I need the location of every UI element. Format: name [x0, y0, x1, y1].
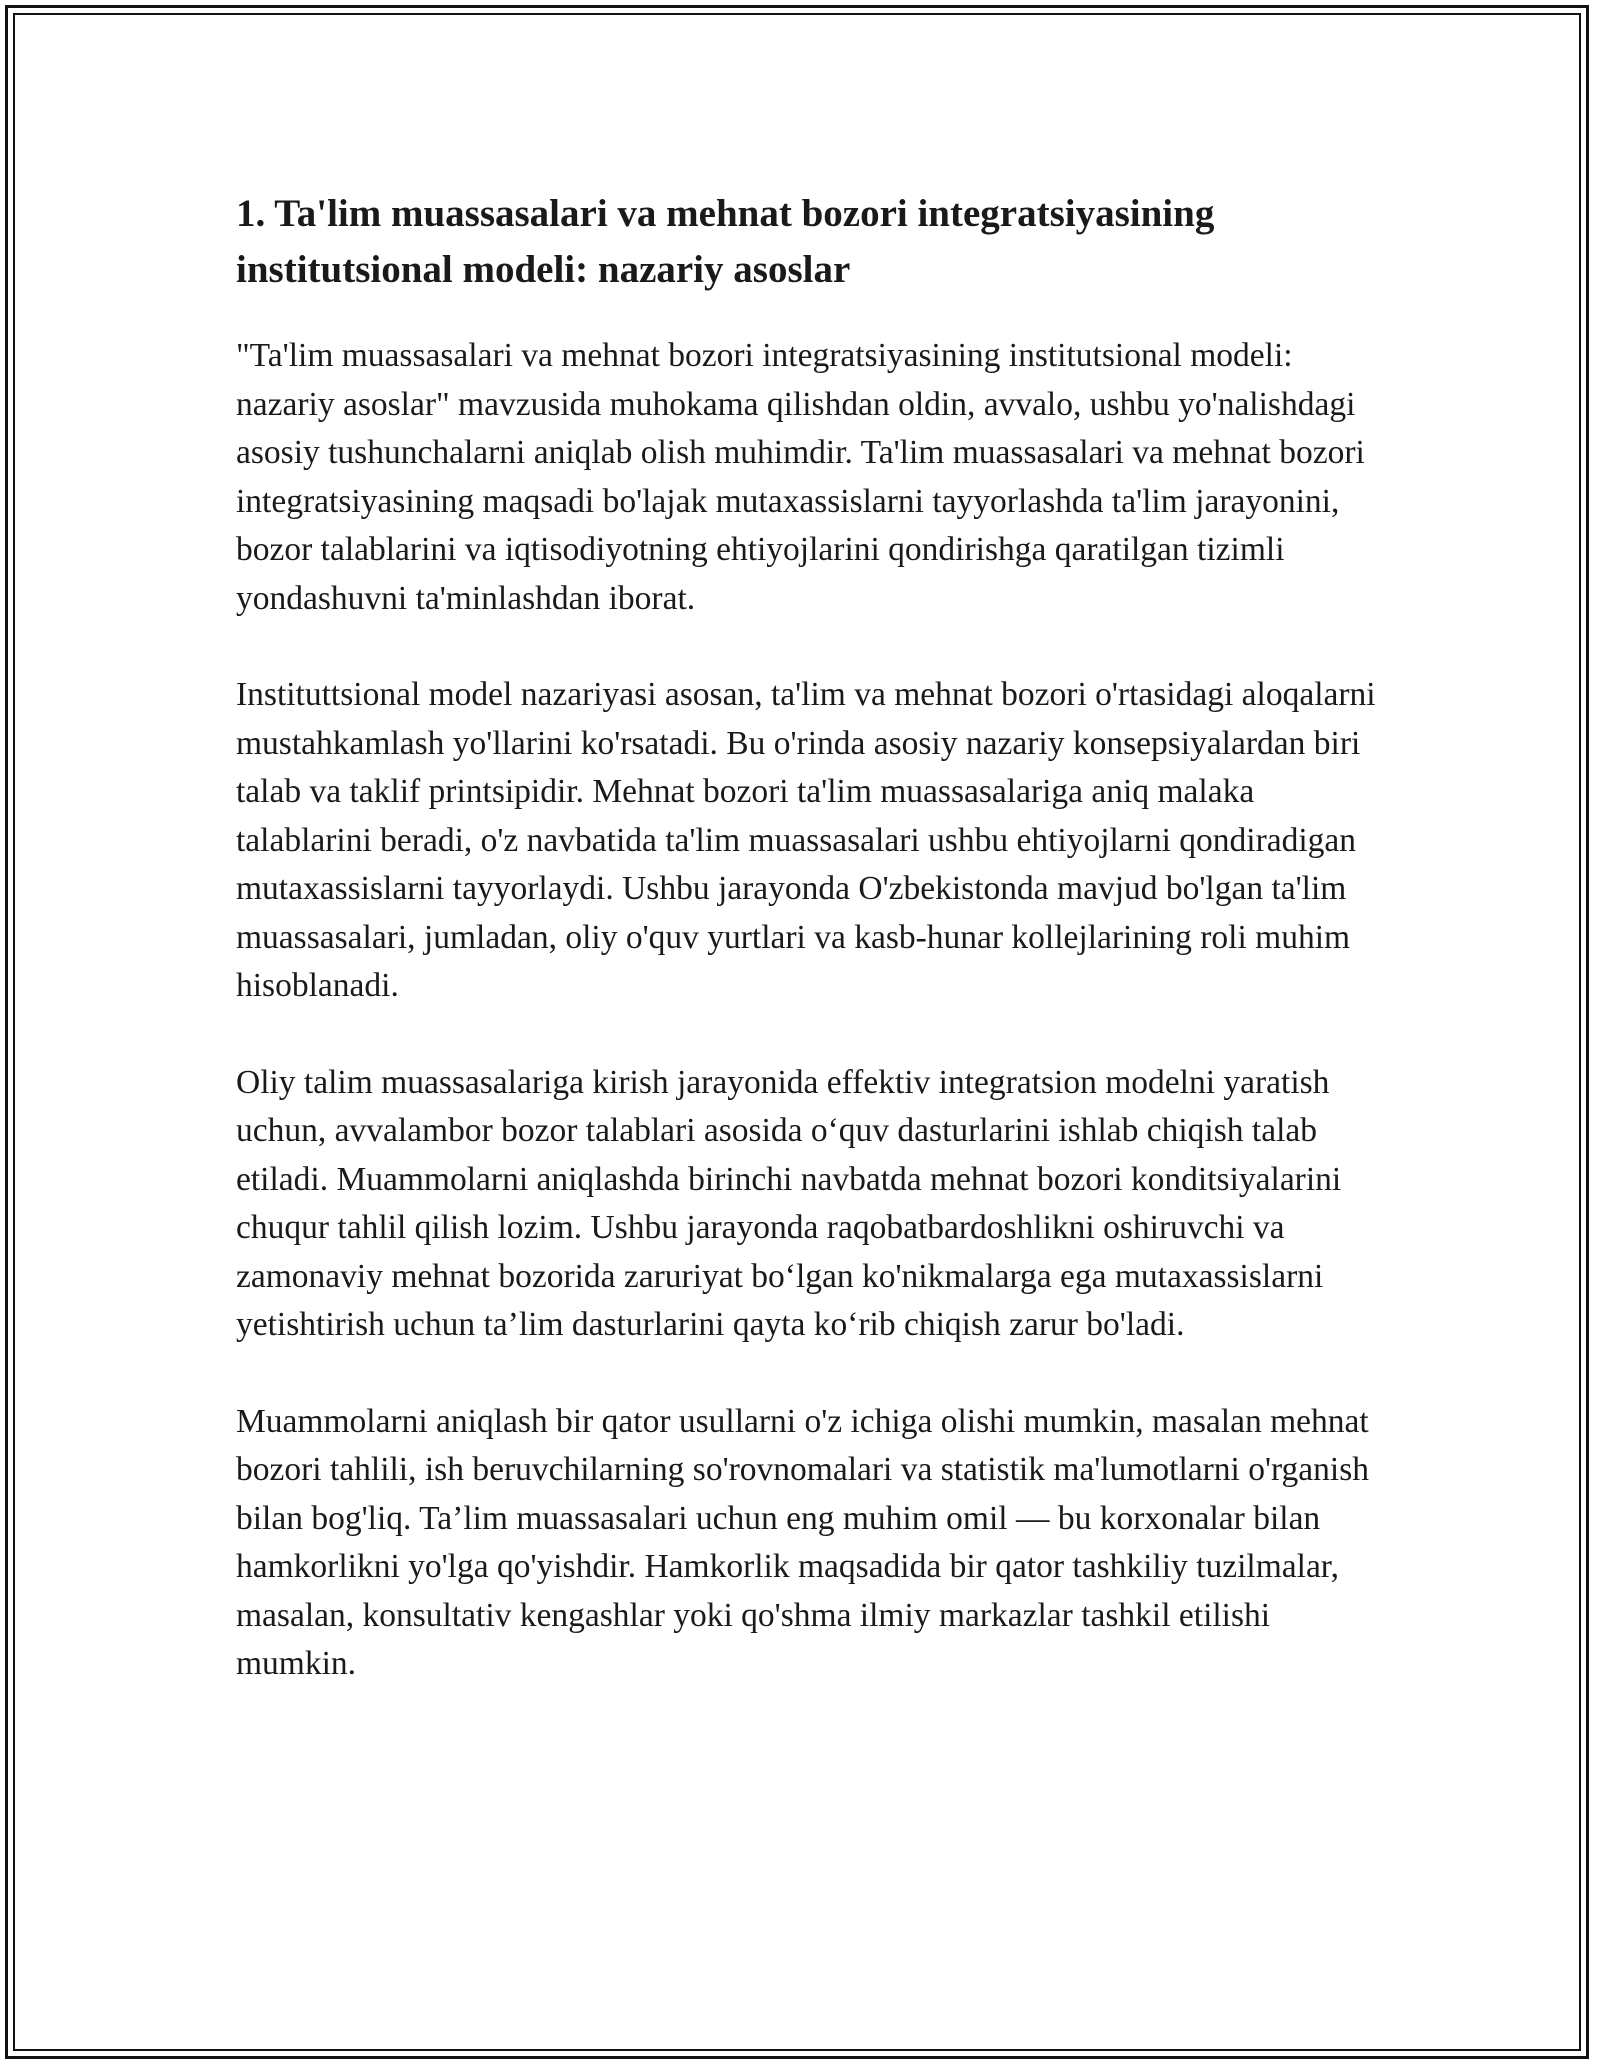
section-heading: 1. Ta'lim muassasalari va mehnat bozori integratsiyasining institutsional modeli: nazariy asoslar	[236, 192, 1215, 291]
paragraph-1: "Ta'lim muassasalari va mehnat bozori integratsiyasining institutsional modeli: nazariy asoslar" mavzusida muhokama qilishdan oldin, avvalo, ushbu yo'nalishdagi asosiy tushunchalarni aniqlab olish muhimdir. Ta'lim muassasalari va mehnat bozori integratsiyasining maqsadi bo'lajak mutaxassislarni tayyorlashda ta'lim jarayonini, bozor talablarini va iqtisodiyotning ehtiyojlarini qondirishga qaratilgan tizimli yondashuvni ta'minlashdan iborat.	[236, 337, 1365, 617]
paragraph-4: Muammolarni aniqlash bir qator usullarni o'z ichiga olishi mumkin, masalan mehnat bozori tahlili, ish beruvchilarning so'rovnomalari va statistik ma'lumotlarni o'rganish bilan bog'liq. Ta’lim muassasalari uchun eng muhim omil — bu korxonalar bilan hamkorlikni yo'lga qo'yishdir. Hamkorlik maqsadida bir qator tashkiliy tuzilmalar, masalan, konsultativ kengashlar yoki qo'shma ilmiy markazlar tashkil etilishi mumkin.	[236, 1402, 1370, 1682]
paragraph-3: Oliy talim muassasalariga kirish jarayonida effektiv integratsion modelni yaratish uchun, avvalambor bozor talablari asosida o‘quv dasturlarini ishlab chiqish talab etiladi. Muammolarni aniqlashda birinchi navbatda mehnat bozori konditsiyalarini chuqur tahlil qilish lozim. Ushbu jarayonda raqobatbardoshlikni oshiruvchi va zamonaviy mehnat bozorida zaruriyat bo‘lgan ko'nikmalarga ega mutaxassislarni yetishtirish uchun ta’lim dasturlarini qayta ko‘rib chiqish zarur bo'ladi.	[236, 1063, 1342, 1343]
paragraph-2: Instituttsional model nazariyasi asosan, ta'lim va mehnat bozori o'rtasidagi aloqalarni mustahkamlash yo'llarini ko'rsatadi. Bu o'rinda asosiy nazariy konsepsiyalardan biri talab va taklif printsipidir. Mehnat bozori ta'lim muassasalariga aniq malaka talablarini beradi, o'z navbatida ta'lim muassasalari ushbu ehtiyojlarni qondiradigan mutaxassislarni tayyorlaydi. Ushbu jarayonda O'zbekistonda mavjud bo'lgan ta'lim muassasalari, jumladan, oliy o'quv yurtlari va kasb-hunar kollejlarining roli muhim hisoblanadi.	[236, 676, 1376, 1004]
document-body	[236, 186, 1376, 1737]
